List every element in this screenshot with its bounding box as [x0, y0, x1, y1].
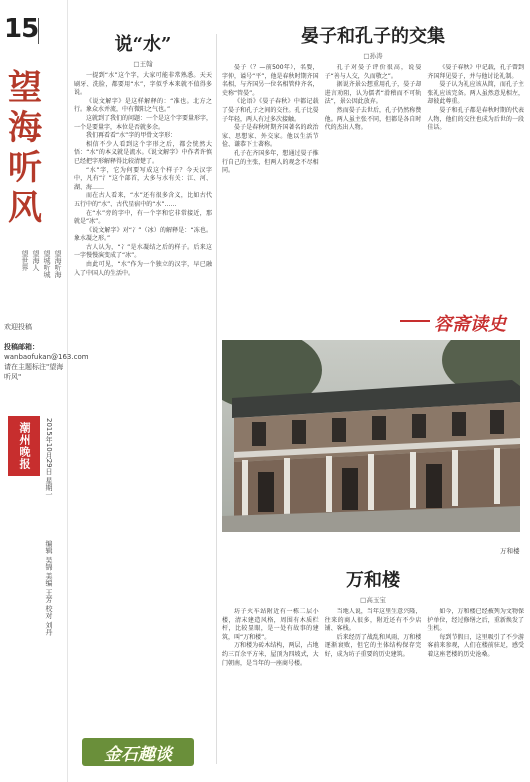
- article-columns: [222, 64, 524, 307]
- article-author: □王翰: [133, 60, 153, 68]
- article-title: 万和楼: [346, 570, 400, 591]
- article-column: [325, 608, 422, 768]
- paragraph: 然而晏子去世后，孔子仍然称赞他。两人虽主张不同，但都是各自时代的杰出人物。: [324, 106, 422, 132]
- photo-caption: 万和楼: [500, 547, 520, 555]
- slogan-line: 望海人: [32, 250, 40, 271]
- submission-label: 投稿邮箱：: [4, 343, 39, 351]
- paragraph: 晏子（？—前500年），名婴，字仲，谥号“平”，他是春秋时期齐国名相，与齐国另一位名相管仲齐名，史称“管晏”。: [222, 64, 319, 97]
- banner-text: 容斋读史: [434, 314, 506, 335]
- article-column: [427, 64, 524, 307]
- paragraph: 万和楼为砖木结构，两层，占地约三百余平方米，屋顶为四坡式，大门朝南，是当年的一座商号楼。: [222, 642, 319, 667]
- paragraph: 我们再看看“水”字的甲骨文字形：: [86, 132, 177, 140]
- paragraph: 晏子是春秋时期齐国著名的政治家、思想家、外交家。他以生活节俭、谦恭下士著称。: [222, 124, 319, 149]
- paragraph: 《说文解字》是这样解释的：“准也。北方之行。象众水并流，中有微阳之气也。”: [74, 97, 212, 114]
- building-illustration: [222, 340, 520, 532]
- paragraph: 晏子和孔子都是春秋时期的代表人物，他们的交往也成为后世的一段佳话。: [427, 106, 524, 132]
- paragraph: 《论语》《晏子春秋》中都记载了晏子和孔子之间的交往。孔子比晏子年轻，两人有过多次接触。: [222, 98, 319, 123]
- building-photo: [222, 340, 520, 532]
- paragraph: 后来经历了战乱和风雨，万和楼逐渐衰败，但它的主体结构保存完好，成为坊子重要的历史建筑。: [324, 633, 422, 658]
- paragraph: 而在古人看来，“水”还有很多含义，比如古代五行中的“水”、古代星宿中的“水”……: [74, 192, 212, 208]
- column-banner-jinshi: [82, 738, 194, 766]
- section-title: 望海听风: [8, 68, 42, 228]
- article-author: □高玉宝: [360, 596, 386, 604]
- page-number: 15: [4, 14, 39, 44]
- article-title: 说“水”: [114, 34, 172, 55]
- column-divider: [216, 34, 217, 764]
- issue-date: 2015年10月29日 星期一: [45, 418, 53, 498]
- paragraph: 相信不少人看到这个字形之后，都会恍然大悟：“水”的本义就是流水。《说文解字》中作者许慎已经把字形解释得比较清楚了。: [74, 140, 212, 165]
- paragraph: 在“水”旁的字中，有一个字和它非常接近，那就是“冰”。: [74, 209, 212, 226]
- paragraph: 《说文解字》对“冫”（冰）的解释是：“冻也。象水凝之形。”: [74, 226, 212, 243]
- paragraph: 由此可见，“水”作为一个独立的汉字，早已融入了中国人的生活中。: [74, 261, 212, 277]
- article-column: [222, 608, 319, 768]
- article-yanzi-kongzi: [222, 22, 524, 307]
- paragraph: 孔子对晏子评价很高，说晏子“善与人交，久而敬之”。: [324, 64, 422, 80]
- paragraph: 《晏子春秋》中记载，孔子曾到齐国拜见晏子，并与他讨论礼制。: [427, 64, 524, 80]
- article-column: [427, 608, 524, 768]
- article-author: □孙涛: [363, 52, 383, 60]
- article-title: 晏子和孔子的交集: [301, 26, 445, 47]
- slogan: [14, 250, 62, 306]
- editor-credits: 编辑 吴锦 美编 王芳 校对 刘丹: [45, 540, 53, 636]
- column-banner-rongzhai: [420, 310, 520, 336]
- paragraph: 孔子在齐国多年，想通过晏子推行自己的主张，但两人的观念不尽相同。: [222, 149, 319, 175]
- article-body: [74, 72, 212, 278]
- paragraph: 晏子认为礼应该从简，而孔子主张礼应该完备。两人虽然意见相左，却彼此尊重。: [427, 81, 524, 106]
- newspaper-logo: [8, 416, 40, 476]
- banner-text: 金石趣谈: [104, 744, 172, 765]
- slogan-line: 望海听海: [54, 250, 62, 278]
- banner-decoration: [400, 320, 430, 326]
- paragraph: 古人认为，“冫”是水凝结之后的样子。后来这一字慢慢演变成了“冰”。: [74, 243, 212, 260]
- paragraph: “水”字，它为何要写成这个样子？今天汉字中，凡有“氵”这个部首，大多与水有关：江、河、湖、海……: [74, 166, 212, 191]
- submission-info: [4, 322, 89, 382]
- submission-email[interactable]: wanbaofukan@163.com: [4, 353, 89, 361]
- paragraph: 每到节假日，这里吸引了不少游客前来参观，人们在楼前驻足，感受着这座老楼的历史沧桑。: [427, 633, 524, 658]
- paragraph: 一提到“水”这个字，大家可能非常熟悉。天天刷牙、洗脸，都要用“水”，字似乎本来就不值得多说。: [74, 72, 212, 97]
- welcome-text: 欢迎投稿: [4, 323, 32, 331]
- article-columns: [222, 608, 524, 768]
- paragraph: 坊子火车站附近有一栋二层小楼，清末建造风格，周围有木质栏杆，比较显眼，是一处有故事的建筑，叫“万和楼”。: [222, 608, 319, 641]
- submission-note: 请在主题标注"望海听风": [4, 363, 64, 381]
- paragraph: 当地人说，当年这里生意兴隆，往来的商人很多，附近还有不少店铺、客栈。: [324, 608, 422, 633]
- article-column: [325, 64, 422, 307]
- slogan-line: 望城听城: [43, 250, 51, 278]
- paragraph: 这就到了我们的问题：一个是这个字要量形字，一个是要量字，本位是否就多余。: [74, 114, 212, 131]
- page-sidebar: [0, 0, 89, 782]
- paragraph: 据说齐景公想重用孔子，晏子却进言劝阻，认为儒者“滑稽而不可轨法”，景公因此放弃。: [324, 81, 422, 106]
- article-wanhe-lou: [222, 566, 524, 771]
- article-column: [222, 64, 319, 307]
- slogan-line: 望世界: [21, 250, 29, 271]
- logo-text: 潮州晚报: [18, 422, 31, 470]
- page-number-divider: [38, 18, 39, 44]
- article-shuo-shui: [74, 30, 212, 750]
- paragraph: 如今，万和楼已经被列为文物保护单位，经过修缮之后，重新焕发了生机。: [427, 608, 524, 633]
